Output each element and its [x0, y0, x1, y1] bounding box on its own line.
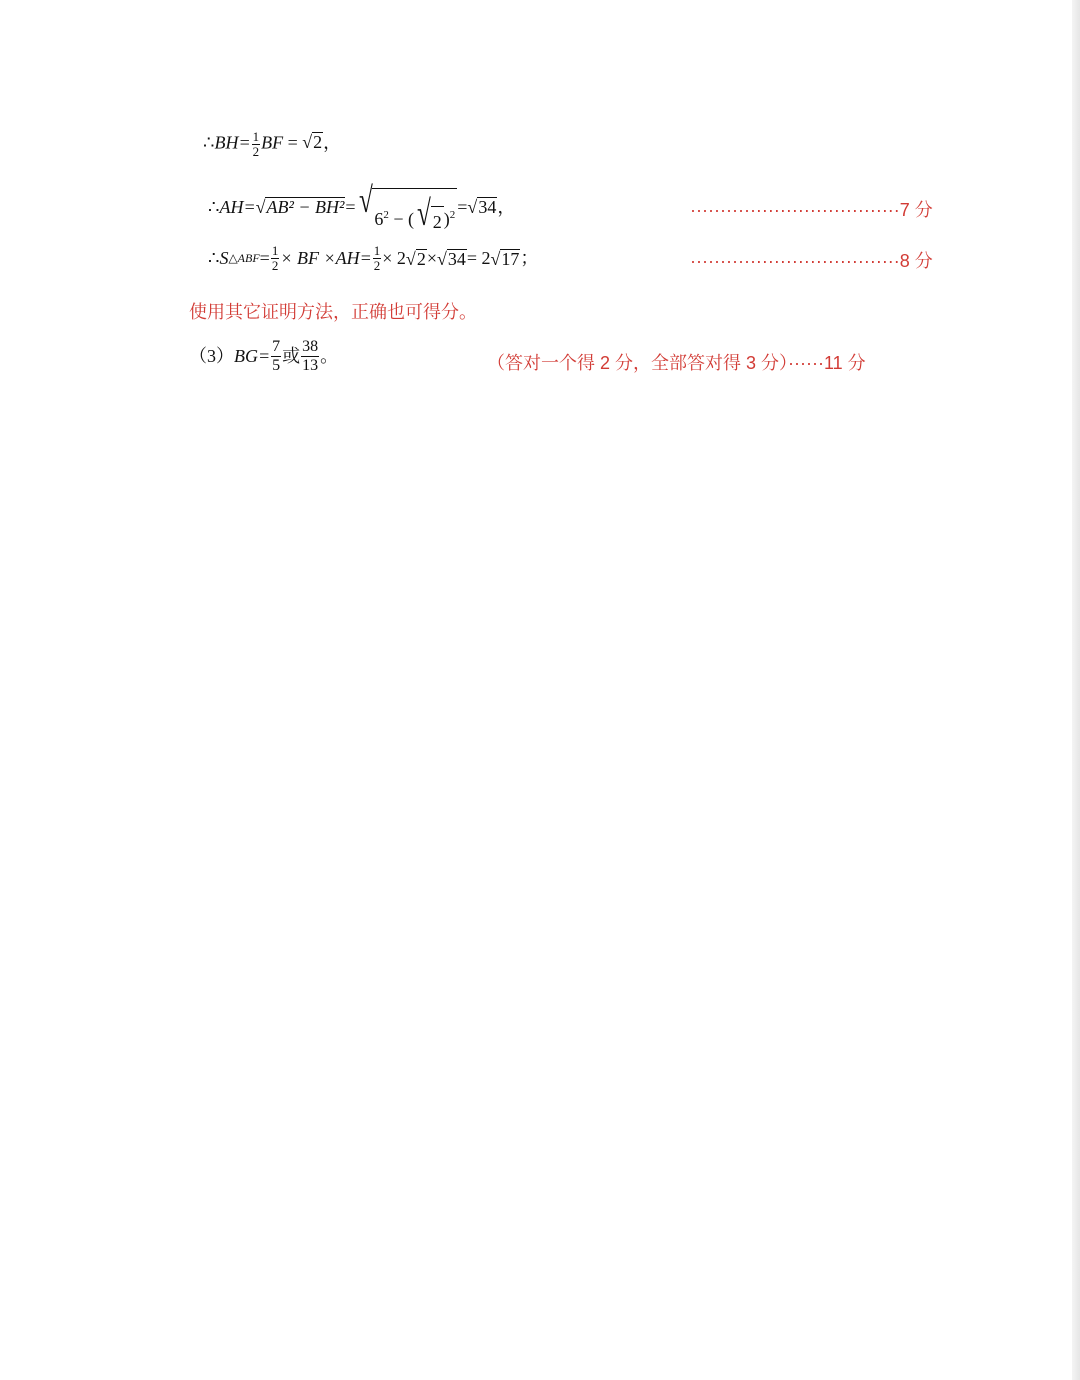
score-text: 8 分	[899, 251, 933, 271]
score-7	[690, 196, 933, 222]
fraction-half: $\frac{1}{2}$	[373, 243, 381, 273]
proof-line-area	[208, 244, 538, 272]
score-note: （答对一个得 2 分，全部答对得 3 分）······11 分	[487, 353, 866, 373]
score-text: 7 分	[899, 200, 933, 220]
question-label: （3）	[189, 346, 234, 367]
or-word: 或	[282, 346, 301, 367]
therefore-symbol: ∴	[203, 132, 215, 153]
equals: =	[345, 196, 356, 217]
sqrt-34: √ 34	[436, 248, 466, 269]
other-method-note: 使用其它证明方法，正确也可得分。	[189, 302, 477, 322]
semicolon: ；	[520, 248, 539, 269]
fraction-38-13: $\frac{38}{13}$	[302, 338, 319, 374]
times-two: × 2	[382, 248, 406, 269]
period: 。	[320, 346, 339, 367]
ah-label: AH=	[219, 196, 256, 217]
score-11	[487, 349, 866, 375]
proof-line-ah	[208, 182, 515, 231]
score-dots: ···································	[690, 251, 900, 271]
answer-line-bg	[189, 338, 338, 374]
proof-line-bh	[203, 130, 341, 158]
product-expression: × BF ×AH=	[280, 248, 372, 269]
sqrt-ab2-bh2: √ AB² − BH²	[255, 197, 345, 217]
equals-two: = 2	[466, 248, 491, 269]
equals: =	[259, 248, 270, 269]
bh-label: BH=	[214, 132, 251, 153]
times: ×	[426, 248, 437, 269]
score-8	[690, 247, 933, 273]
triangle-subscript: △ABF	[228, 251, 260, 266]
bf-label: BF	[261, 132, 284, 153]
equals: =	[457, 196, 468, 217]
comma: ，	[497, 196, 516, 217]
fraction-half: $\frac{1}{2}$	[252, 129, 260, 159]
equals: =	[283, 132, 303, 153]
page-edge	[1072, 0, 1080, 1380]
comma: ，	[323, 132, 342, 153]
area-symbol: S	[219, 248, 229, 269]
fraction-7-5: $\frac{7}{5}$	[272, 338, 281, 374]
sqrt-2: √ 2	[302, 132, 323, 153]
bg-label: BG=	[234, 346, 271, 367]
therefore-symbol: ∴	[208, 248, 220, 269]
score-dots: ···································	[690, 200, 900, 220]
sqrt-17: √ 17	[490, 248, 520, 269]
therefore-symbol: ∴	[208, 196, 220, 217]
sqrt-big: √ $6^2$ − ( √ 2 )$^2$	[358, 180, 456, 233]
sqrt-34: √ 34	[467, 197, 497, 217]
sqrt-2: √ 2	[405, 248, 426, 269]
fraction-half: $\frac{1}{2}$	[271, 243, 279, 273]
